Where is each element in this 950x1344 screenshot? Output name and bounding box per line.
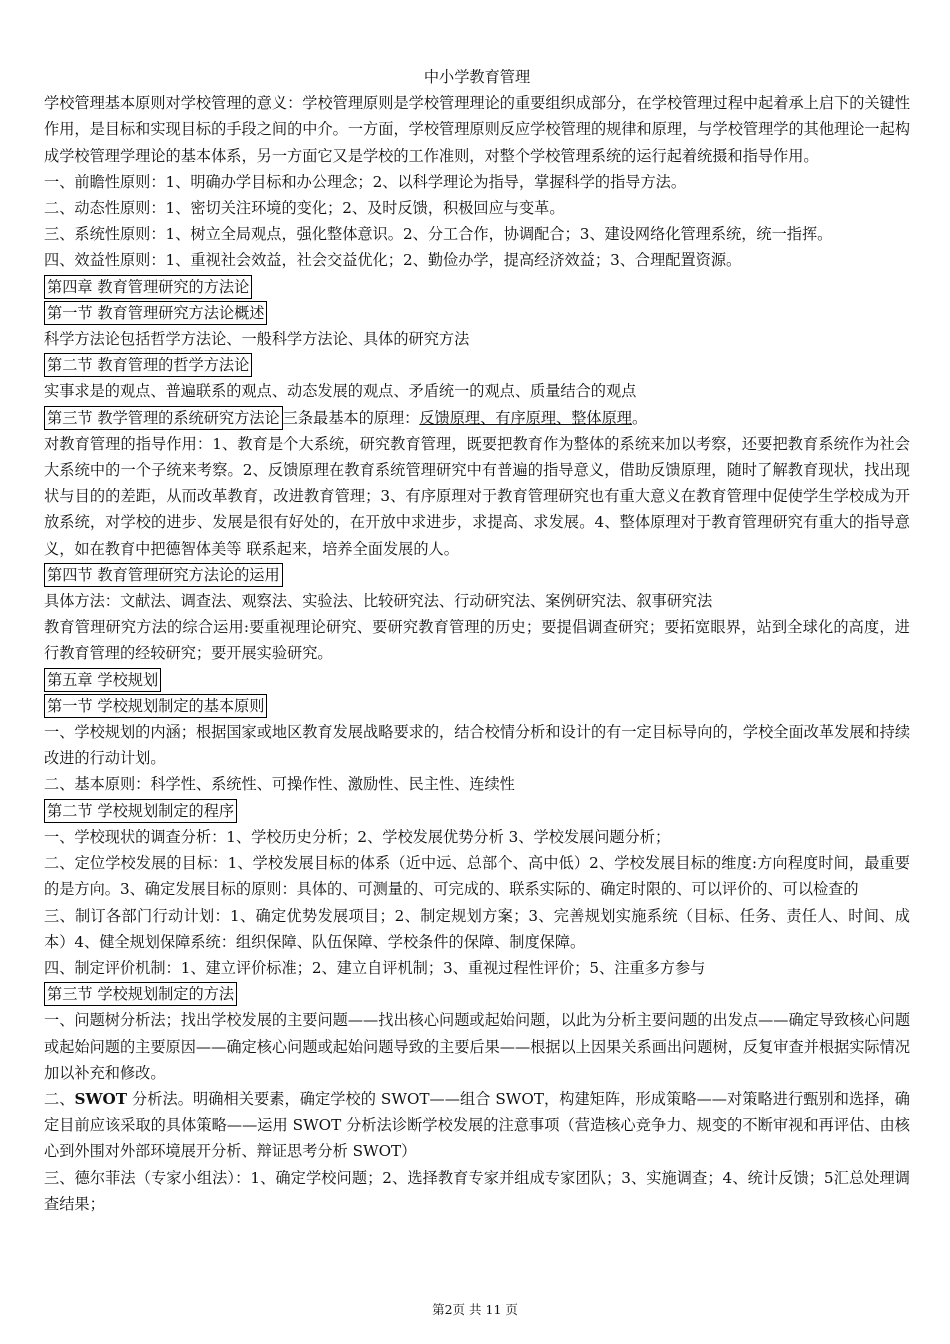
chapter-5-heading: 第五章 学校规划 bbox=[44, 668, 161, 692]
paragraph: 二、基本原则：科学性、系统性、可操作性、激励性、民主性、连续性 bbox=[44, 775, 515, 794]
paragraph: 三、系统性原则：1、树立全局观点，强化整体意识。2、分工合作，协调配合；3、建设网络化管理系统，统一指挥。 bbox=[44, 225, 833, 244]
paragraph: 实事求是的观点、普遍联系的观点、动态发展的观点、矛盾统一的观点、质量结合的观点 bbox=[44, 382, 637, 401]
principles-end: 。 bbox=[631, 408, 648, 427]
page-footer: 第2页 共 11 页 bbox=[432, 1302, 518, 1317]
paragraph: 一、前瞻性原则：1、明确办学目标和办公理念；2、以科学理论为指导，掌握科学的指导方法。 bbox=[44, 172, 687, 191]
section-heading bbox=[44, 798, 910, 824]
paragraph: 学校管理基本原则对学校管理的意义：学校管理原则是学校管理理论的重要组织成部分，在学校管理过程中起着承上启下的关键性作用，是目标和实现目标的手段之间的中介。一方面，学校管理原则反应学校管理的规律和原理，与学校管理学的其他理论一起构成学校管理学理论的基本体系，另一方面它又是学校的工作准则，对整个学校管理系统的运行起着统摄和指导作用。 bbox=[44, 94, 910, 165]
paragraph: 教育管理研究方法的综合运用:要重视理论研究、要研究教育管理的历史；要提倡调查研究；要拓宽眼界，站到全球化的高度，进行教育管理的经较研究；要开展实验研究。 bbox=[44, 618, 910, 663]
paragraph: 一、问题树分析法；找出学校发展的主要问题——找出核心问题或起始问题，以此为分析主要问题的出发点——确定导致核心问题或起始问题的主要原因——确定核心问题或起始问题导致的主要后果——根据以上因果关系画出问题树，反复审查并根据实际情况加以补充和修改。 bbox=[44, 1011, 910, 1082]
swot-bold: SWOT bbox=[74, 1089, 128, 1108]
swot-text: 分析法。明确相关要素，确定学校的 SWOT——组合 SWOT，构建矩阵，形成策略——对策略进行甄别和选择，确定目前应该采取的具体策略——运用 SWOT 分析法诊断学校发展的注意事项（营造核心竞争力、规变的不断审视和再评估、由核心到外围对外部环境展开分析、辩证思考分析 SWOT） bbox=[44, 1089, 910, 1161]
paragraph: 四、效益性原则：1、重视社会效益，社会交益优化；2、勤俭办学，提高经济效益；3、合理配置资源。 bbox=[44, 251, 742, 270]
section-heading bbox=[44, 981, 910, 1007]
paragraph: 一、学校规划的内涵；根据国家或地区教育发展战略要求的，结合校情分析和设计的有一定目标导向的，学校全面改革发展和持续改进的行动计划。 bbox=[44, 723, 910, 768]
paragraph: 科学方法论包括哲学方法论、一般科学方法论、具体的研究方法 bbox=[44, 330, 470, 349]
section-heading bbox=[44, 300, 910, 326]
swot-prefix: 二、 bbox=[44, 1089, 75, 1108]
paragraph: 二、定位学校发展的目标：1、学校发展目标的体系（近中远、总部个、高中低）2、学校发展目标的维度:方向程度时间，最重要的是方向。3、确定发展目标的原则：具体的、可测量的、可完成的、联系实际的、确定时限的、可以评价的、可以检查的 bbox=[44, 854, 910, 899]
section-heading bbox=[44, 562, 910, 588]
chapter-4-section-3-heading: 第三节 教学管理的系统研究方法论 bbox=[44, 406, 283, 430]
section-heading-line bbox=[44, 405, 910, 431]
chapter-5-section-3-heading: 第三节 学校规划制定的方法 bbox=[44, 982, 237, 1006]
paragraph: 二、动态性原则：1、密切关注环境的变化；2、及时反馈，积极回应与变革。 bbox=[44, 199, 565, 218]
chapter-4-section-4-heading: 第四节 教育管理研究方法论的运用 bbox=[44, 563, 283, 587]
chapter-heading bbox=[44, 274, 910, 300]
paragraph: 一、学校现状的调查分析：1、学校历史分析；2、学校发展优势分析 3、学校发展问题分析； bbox=[44, 827, 671, 846]
chapter-4-heading: 第四章 教育管理研究的方法论 bbox=[44, 275, 252, 299]
principles-underlined: 反馈原理、有序原理、整体原理 bbox=[419, 408, 632, 427]
paragraph: 对教育管理的指导作用：1、教育是个大系统，研究教育管理，既要把教育作为整体的系统来加以考察，还要把教育系统作为社会大系统中的一个子统来考察。2、反馈原理在教育系统管理研究中有普遍的指导意义，借助反馈原理，随时了解教育现状，找出现状与目的的差距，从而改革教育，改进教育管理；3、有序原理对于教育管理研究也有重大意义在教育管理中促使学生学校成为开放系统，对学校的进步、发展是很有好处的，在开放中求进步，求提高、求发展。4、整体原理对于教育管理研究有重大的指导意义，如在教育中把德智体美等 联系起来，培养全面发展的人。 bbox=[44, 434, 910, 558]
section-heading bbox=[44, 693, 910, 719]
chapter-5-section-1-heading: 第一节 学校规划制定的基本原则 bbox=[44, 694, 267, 718]
chapter-5-section-2-heading: 第二节 学校规划制定的程序 bbox=[44, 799, 237, 823]
paragraph: 三、制订各部门行动计划：1、确定优势发展项目；2、制定规划方案；3、完善规划实施系统（目标、任务、责任人、时间、成本）4、健全规划保障系统：组织保障、队伍保障、学校条件的保障、制度保障。 bbox=[44, 906, 910, 951]
paragraph: 四、制定评价机制：1、建立评价标准；2、建立自评机制；3、重视过程性评价；5、注重多方参与 bbox=[44, 958, 706, 977]
paragraph bbox=[44, 1086, 910, 1165]
paragraph: 三、德尔菲法（专家小组法）：1、确定学校问题；2、选择教育专家并组成专家团队；3、实施调查；4、统计反馈；5汇总处理调查结果； bbox=[44, 1168, 910, 1213]
chapter-heading bbox=[44, 667, 910, 693]
chapter-4-section-1-heading: 第一节 教育管理研究方法论概述 bbox=[44, 301, 267, 325]
document-page bbox=[44, 64, 910, 1217]
section-heading bbox=[44, 352, 910, 378]
paragraph: 具体方法：文献法、调查法、观察法、实验法、比较研究法、行动研究法、案例研究法、叙事研究法 bbox=[44, 592, 713, 611]
document-title: 中小学教育管理 bbox=[423, 68, 531, 86]
principles-intro: 三条最基本的原理： bbox=[282, 408, 420, 427]
chapter-4-section-2-heading: 第二节 教育管理的哲学方法论 bbox=[44, 353, 252, 377]
